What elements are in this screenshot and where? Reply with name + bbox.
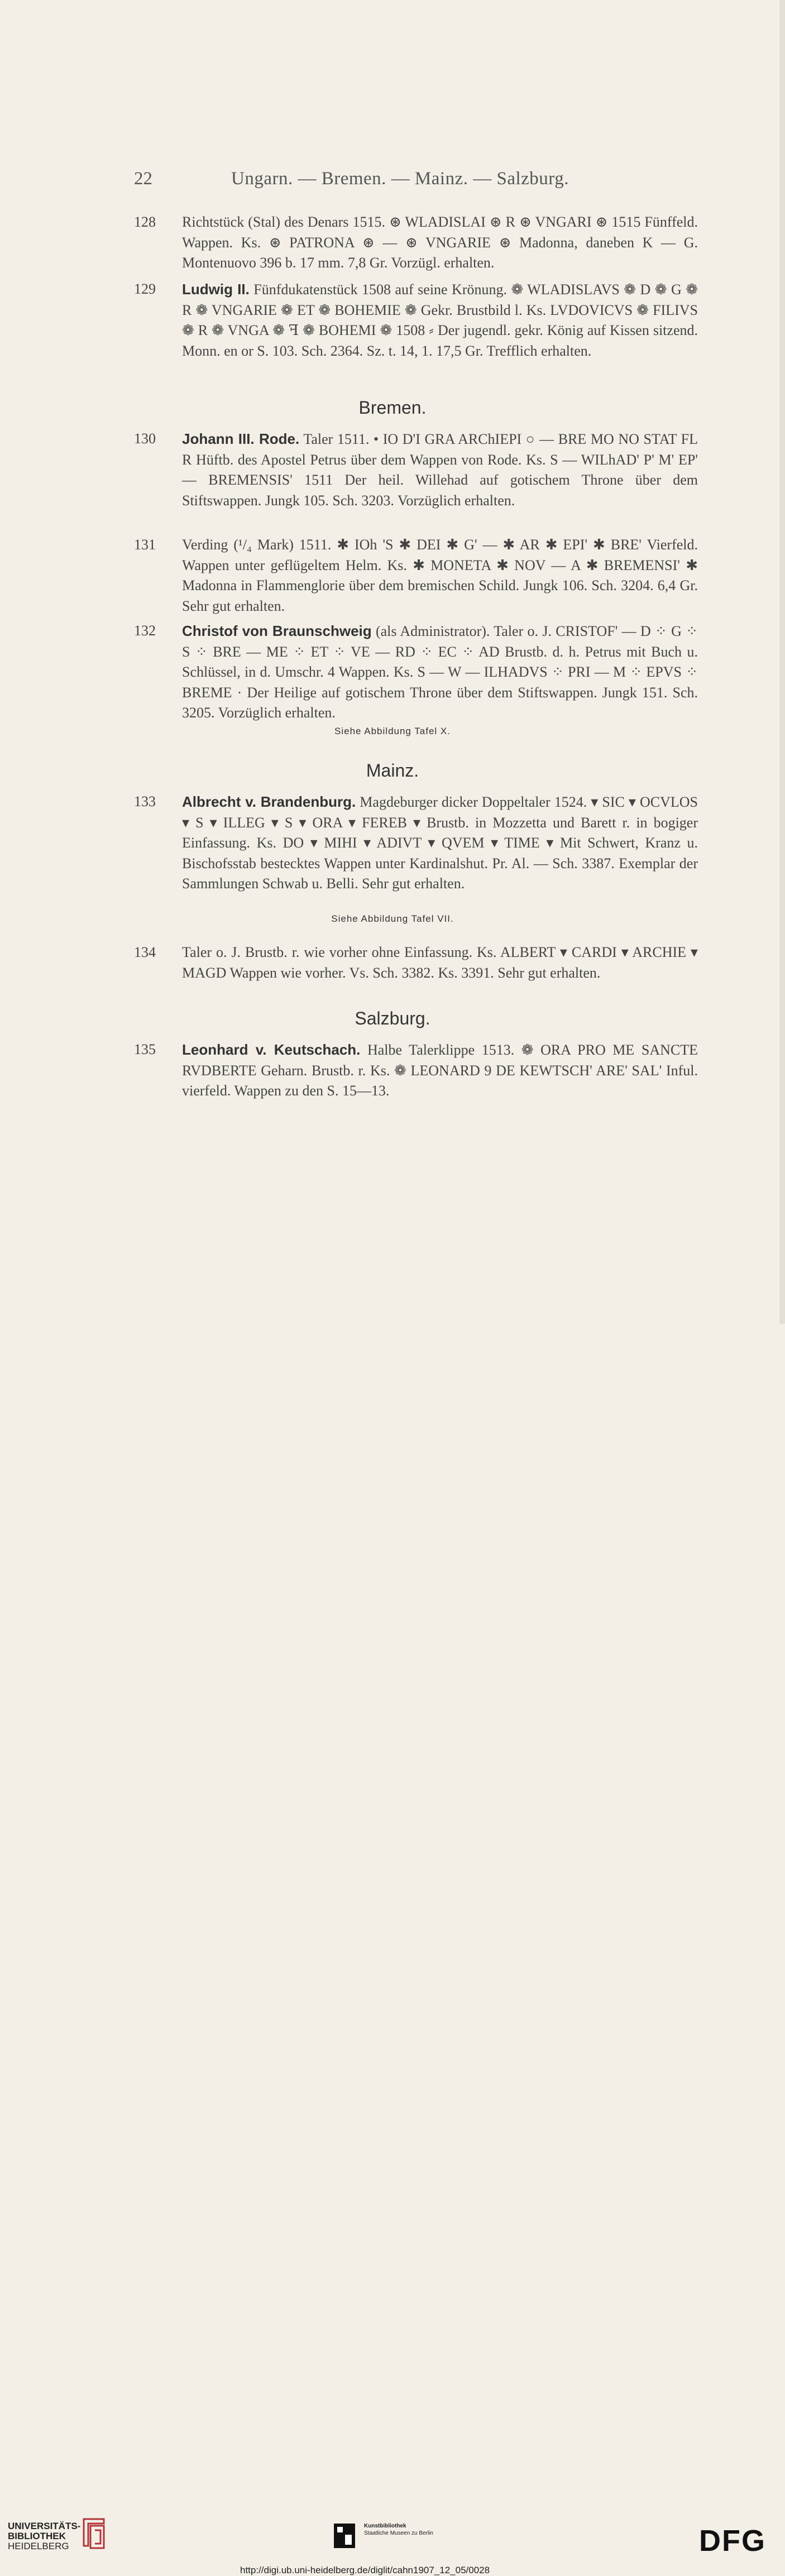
entry-text: Magdeburger dicker Doppeltaler 1524. ▾ SIC ▾ OCVLOS ▾ S ▾ ILLEG ▾ S ▾ ORA ▾ FEREB ▾ Brustb. in Mozzetta und Barett r. in bogiger Einfassung. Ks. DO ▾ MIHI ▾ ADIVT ▾ QVEM ▾ TIME ▾ Mit Schwert, Kranz u. Bischofsstab bestecktes Wappen unter Kardinalshut. Pr. Al. — Sch. 3387. Exemplar der Sammlungen Schwab u. Belli. Sehr gut erhalten.	[182, 794, 698, 892]
catalog-entry-132	[134, 621, 698, 724]
section-heading-mainz: Mainz.	[366, 760, 419, 781]
digitization-footer	[0, 1256, 785, 2575]
catalog-entry-131	[134, 535, 698, 616]
entry-name: Johann III. Rode.	[182, 430, 300, 447]
ub-line-1: UNIVERSITÄTS-	[8, 2521, 81, 2531]
ub-line-2: BIBLIOTHEK	[8, 2531, 66, 2541]
catalog-entry-129	[134, 279, 698, 361]
section-heading-bremen: Bremen.	[358, 398, 427, 418]
page-number: 22	[134, 169, 152, 189]
entry-number: 133	[134, 793, 156, 810]
page-edge	[779, 0, 785, 1324]
entry-name: Albrecht v. Brandenburg.	[182, 793, 356, 810]
entry-number: 134	[134, 944, 156, 960]
entry-number: 130	[134, 430, 156, 447]
entry-text: Richtstück (Stal) des Denars 1515. ⊛ WLADISLAI ⊛ R ⊛ VNGARI ⊛ 1515 Fünffeld. Wappen. Ks. ⊛ PATRONA ⊛ — ⊛ VNGARIE ⊛ Madonna, daneben K — G. Montenuovo 396 b. 17 mm. 7,8 Gr. Vorzügl. erhalten.	[182, 214, 698, 271]
source-url[interactable]: http://digi.ub.uni-heidelberg.de/diglit/cahn1907_12_05/0028	[240, 2565, 490, 2575]
catalog-entry-135	[134, 1040, 698, 1102]
kb-line-1: Kunstbibliothek	[364, 2523, 406, 2529]
entry-number: 129	[134, 281, 156, 297]
figure-reference-tafel-vii: Siehe Abbildung Tafel VII.	[331, 913, 454, 924]
kunstbibliothek-logo-icon	[334, 2524, 355, 2548]
catalog-entry-134	[134, 942, 698, 983]
ub-heidelberg-label	[8, 2521, 80, 2551]
catalog-entry-133	[134, 792, 698, 894]
kunstbibliothek-label	[364, 2522, 433, 2537]
entry-text: Taler 1511. • IO D'I GRA ARChIEPI ○ — BRE MO NO STAT FL R Hüftb. des Apostel Petrus über dem Wappen von Rode. Ks. S — WILhAD' P' M' EP' — BREMENSIS' 1511 Der heil. Willehad auf gotischem Throne über dem Stiftswappen. Jungk 105. Sch. 3203. Vorzüglich erhalten.	[182, 431, 698, 509]
entry-name: Leonhard v. Keutschach.	[182, 1041, 361, 1058]
kb-line-2: Staatliche Museen zu Berlin	[364, 2530, 433, 2536]
entry-text: Fünfdukatenstück 1508 auf seine Krönung. ❁ WLADISLAVS ❁ D ❁ G ❁ R ❁ VNGARIE ❁ ET ❁ BOHEMIE ❁ Gekr. Brustbild l. Ks. LVDOVICVS ❁ FILIVS ❁ R ❁ VNGA ❁ ꟻ ❁ BOHEMI ❁ 1508 ⸗ Der jugendl. gekr. König auf Kissen sitzend. Monn. en or S. 103. Sch. 2364. Sz. t. 14, 1. 17,5 Gr. Trefflich erhalten.	[182, 281, 698, 359]
entry-text: Verding (¹/₄ Mark) 1511. ✱ IOh 'S ✱ DEI ✱ G' — ✱ AR ✱ EPI' ✱ BRE' Vierfeld. Wappen unter geflügeltem Helm. Ks. ✱ MONETA ✱ NOV — A ✱ BREMENSI' ✱ Madonna in Flammenglorie über dem bremischen Schild. Jungk 106. Sch. 3204. 6,4 Gr. Sehr gut erhalten.	[182, 537, 698, 614]
entry-name: Ludwig II.	[182, 281, 250, 298]
entry-number: 132	[134, 623, 156, 639]
ub-line-3: HEIDELBERG	[8, 2541, 69, 2551]
entry-number: 135	[134, 1041, 156, 1057]
figure-reference-tafel-x: Siehe Abbildung Tafel X.	[334, 726, 451, 736]
ub-heidelberg-logo-icon	[78, 2516, 109, 2551]
entry-text: Taler o. J. Brustb. r. wie vorher ohne Einfassung. Ks. ALBERT ▾ CARDI ▾ ARCHIE ▾ MAGD Wappen wie vorher. Vs. Sch. 3382. Ks. 3391. Sehr gut erhalten.	[182, 944, 698, 981]
catalog-entry-128	[134, 212, 698, 274]
entry-number: 128	[134, 214, 156, 230]
entry-text: Halbe Talerklippe 1513. ❁ ORA PRO ME SANCTE RVDBERTE Geharn. Brustb. r. Ks. ❁ LEONARD 9 DE KEWTSCH' ARE' SAL' Inful. vierfeld. Wappen zu den S. 15—13.	[182, 1042, 698, 1099]
section-heading-salzburg: Salzburg.	[355, 1008, 430, 1028]
entry-text: (als Administrator). Taler o. J. CRISTOF' — D ⁘ G ⁘ S ⁘ BRE — ME ⁘ ET ⁘ VE — RD ⁘ EC ⁘ AD Brustb. d. h. Petrus mit Buch u. Schlüssel, in d. Umschr. 4 Wappen. Ks. S — W — ILHADVS ⁘ PRI — M ⁘ EPVS ⁘ BREME · Der Heilige auf gotischem Throne über dem Stiftswappen. Jungk 151. Sch. 3205. Vorzüglich erhalten.	[182, 623, 698, 721]
entry-number: 131	[134, 537, 156, 553]
running-title: Ungarn. — Bremen. — Mainz. — Salzburg.	[231, 169, 569, 189]
entry-name: Christof von Braunschweig	[182, 623, 372, 639]
catalog-entry-130	[134, 429, 698, 511]
dfg-logo: DFG	[699, 2524, 766, 2558]
